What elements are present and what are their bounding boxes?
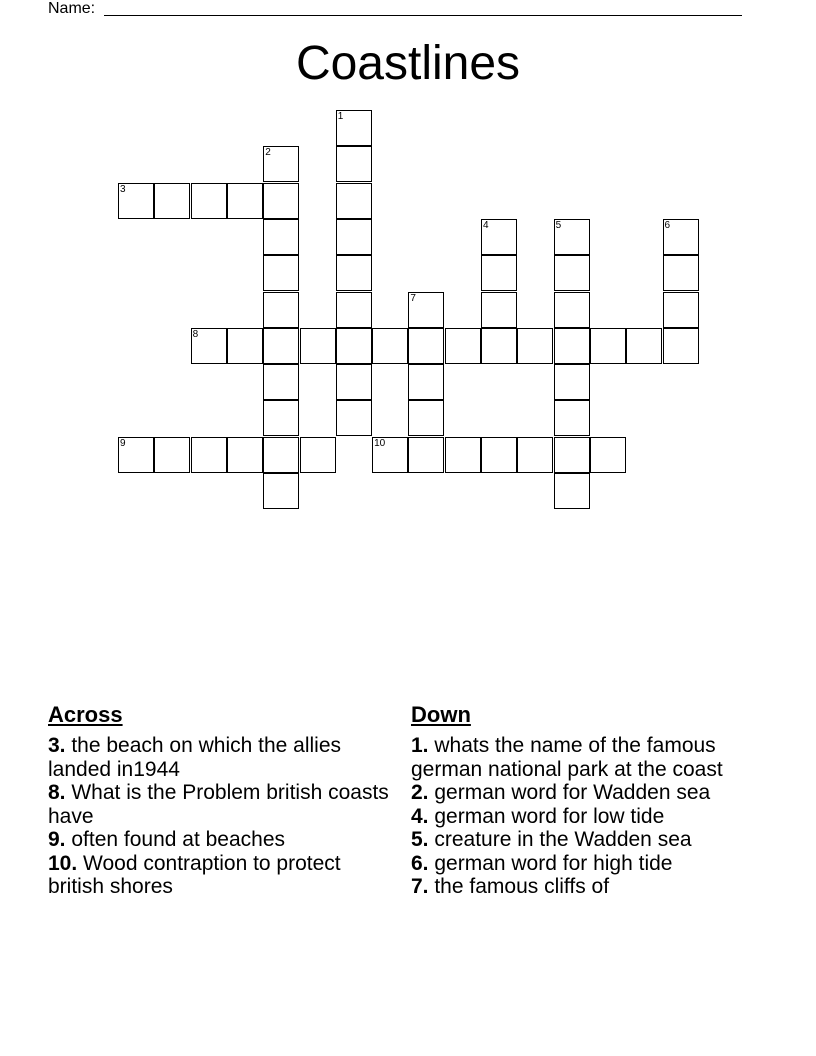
crossword-cell[interactable] xyxy=(263,219,299,255)
crossword-cell[interactable] xyxy=(481,292,517,328)
cell-number: 6 xyxy=(664,219,671,231)
crossword-cell[interactable] xyxy=(481,255,517,291)
crossword-cell[interactable] xyxy=(263,473,299,509)
crossword-cell[interactable] xyxy=(118,437,154,473)
clue-number: 10. xyxy=(48,851,78,875)
crossword-cell[interactable] xyxy=(336,255,372,291)
across-clue xyxy=(48,734,398,781)
across-clues xyxy=(48,702,398,899)
crossword-cell[interactable] xyxy=(336,146,372,182)
crossword-cell[interactable] xyxy=(336,328,372,364)
crossword-cell[interactable] xyxy=(336,400,372,436)
clue-text: creature in the Wadden sea xyxy=(428,828,692,851)
crossword-cell[interactable] xyxy=(300,328,336,364)
crossword-cell[interactable] xyxy=(663,292,699,328)
crossword-cell[interactable] xyxy=(663,219,699,255)
crossword-cell[interactable] xyxy=(154,183,190,219)
clue-text: whats the name of the famous german national park at the coast xyxy=(411,734,723,781)
clue-number: 8. xyxy=(48,781,66,804)
down-clue xyxy=(411,875,771,899)
crossword-cell[interactable] xyxy=(554,364,590,400)
clue-number: 5. xyxy=(411,828,429,851)
clue-text: german word for high tide xyxy=(428,851,673,875)
crossword-cell[interactable] xyxy=(590,328,626,364)
clue-number: 9. xyxy=(48,828,66,851)
cell-number: 2 xyxy=(265,147,271,159)
crossword-cell[interactable] xyxy=(408,292,444,328)
down-clue xyxy=(411,781,771,805)
cell-number: 3 xyxy=(120,183,126,195)
down-clues xyxy=(411,702,771,899)
across-clue xyxy=(48,828,398,852)
crossword-cell[interactable] xyxy=(263,328,299,364)
crossword-cell[interactable] xyxy=(481,328,517,364)
crossword-cell[interactable] xyxy=(517,437,553,473)
crossword-cell[interactable] xyxy=(626,328,662,364)
clue-number: 4. xyxy=(411,804,429,828)
cell-number: 5 xyxy=(555,219,562,231)
cell-number: 8 xyxy=(192,328,199,340)
crossword-cell[interactable] xyxy=(372,437,408,473)
cell-number: 9 xyxy=(120,437,126,449)
cell-number: 4 xyxy=(483,219,489,231)
down-clue-list xyxy=(411,734,771,899)
across-clue-list xyxy=(48,734,398,899)
crossword-cell[interactable] xyxy=(481,437,517,473)
crossword-cell[interactable] xyxy=(263,255,299,291)
clue-text: german word for low tide xyxy=(428,804,665,828)
crossword-cell[interactable] xyxy=(554,400,590,436)
cell-number: 1 xyxy=(337,111,344,122)
crossword-cell[interactable] xyxy=(517,328,553,364)
crossword-cell[interactable] xyxy=(554,255,590,291)
clue-number: 1. xyxy=(411,734,429,757)
down-clue xyxy=(411,852,771,876)
clue-number: 2. xyxy=(411,781,429,804)
crossword-cell[interactable] xyxy=(445,328,481,364)
across-heading: Across xyxy=(48,702,123,727)
crossword-cell[interactable] xyxy=(191,183,227,219)
crossword-cell[interactable] xyxy=(590,437,626,473)
crossword-cell[interactable] xyxy=(263,292,299,328)
crossword-cell[interactable] xyxy=(336,292,372,328)
crossword-cell[interactable] xyxy=(336,110,372,146)
clue-text: What is the Problem british coasts have xyxy=(48,781,389,828)
down-clue xyxy=(411,828,771,852)
crossword-cell[interactable] xyxy=(663,328,699,364)
crossword-cell[interactable] xyxy=(372,328,408,364)
crossword-cell[interactable] xyxy=(191,437,227,473)
clue-text: the famous cliffs of xyxy=(428,875,610,898)
crossword-cell[interactable] xyxy=(408,328,444,364)
down-clue xyxy=(411,734,771,781)
crossword-cell[interactable] xyxy=(300,437,336,473)
name-label: Name: xyxy=(48,0,96,17)
cell-number: 10 xyxy=(374,437,386,449)
across-clue xyxy=(48,852,398,899)
clue-text: Wood contraption to protect british shores xyxy=(48,851,341,898)
crossword-cell[interactable] xyxy=(408,437,444,473)
crossword-cell[interactable] xyxy=(118,183,154,219)
crossword-cell[interactable] xyxy=(554,473,590,509)
crossword-cell[interactable] xyxy=(263,400,299,436)
clue-number: 6. xyxy=(411,851,429,875)
crossword-cell[interactable] xyxy=(663,255,699,291)
crossword-cell[interactable] xyxy=(227,183,263,219)
crossword-cell[interactable] xyxy=(554,437,590,473)
clue-number: 3. xyxy=(48,734,66,757)
crossword-cell[interactable] xyxy=(408,400,444,436)
crossword-cell[interactable] xyxy=(554,219,590,255)
crossword-cell[interactable] xyxy=(191,328,227,364)
crossword-cell[interactable] xyxy=(227,328,263,364)
page-title: Coastlines xyxy=(295,37,521,90)
crossword-cell[interactable] xyxy=(336,183,372,219)
crossword-cell[interactable] xyxy=(154,437,190,473)
clue-text: the beach on which the allies landed in1944 xyxy=(48,734,342,781)
crossword-cell[interactable] xyxy=(408,364,444,400)
crossword-cell[interactable] xyxy=(227,437,263,473)
crossword-cell[interactable] xyxy=(263,437,299,473)
crossword-cell[interactable] xyxy=(554,328,590,364)
clue-text: often found at beaches xyxy=(65,828,286,851)
down-heading: Down xyxy=(411,702,471,727)
down-clue xyxy=(411,805,771,829)
clue-text: german word for Wadden sea xyxy=(428,781,711,804)
across-clue xyxy=(48,781,398,828)
cell-number: 7 xyxy=(410,292,416,304)
clue-number: 7. xyxy=(411,875,429,898)
crossword-cell[interactable] xyxy=(263,146,299,182)
crossword-cell[interactable] xyxy=(263,183,299,219)
crossword-cell[interactable] xyxy=(336,364,372,400)
crossword-cell[interactable] xyxy=(336,219,372,255)
crossword-cell[interactable] xyxy=(445,437,481,473)
crossword-cell[interactable] xyxy=(481,219,517,255)
crossword-cell[interactable] xyxy=(554,292,590,328)
crossword-cell[interactable] xyxy=(263,364,299,400)
